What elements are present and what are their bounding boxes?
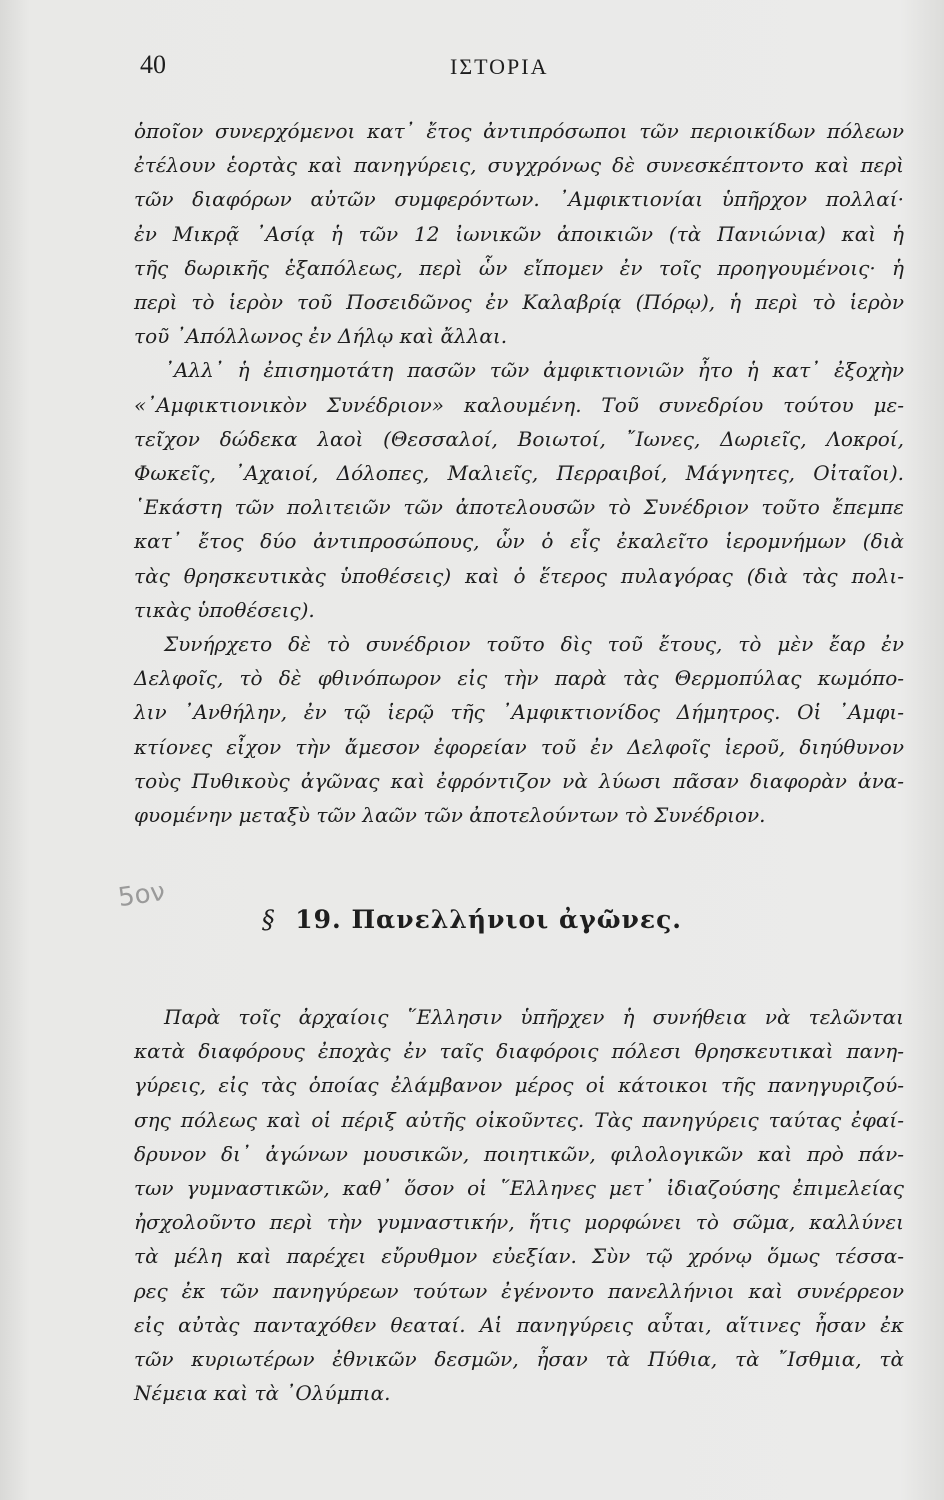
text-line: περὶ τὸ ἱερὸν τοῦ Ποσειδῶνος ἐν Καλαβρίᾳ (Πόρῳ), ἡ περὶ τὸ ἱερὸν <box>134 290 904 315</box>
text-line: Νέμεια καὶ τὰ ᾽Ολύμπια. <box>134 1381 391 1406</box>
text-line: γύρεις, εἰς τὰς ὁποίας ἐλάμβανον μέρος οἱ κάτοικοι τῆς πανηγυριζού- <box>134 1073 904 1098</box>
text-line: ἐτέλουν ἑορτὰς καὶ πανηγύρεις, συγχρόνως δὲ συνεσκέπτοντο καὶ περὶ <box>134 153 904 178</box>
text-line: σης πόλεως καὶ οἱ πέριξ αὐτῆς οἰκοῦντες. Τὰς πανηγύρεις ταύτας ἐφαί- <box>134 1107 904 1132</box>
handwritten-margin-note: 5ον <box>116 876 167 914</box>
text-line: Δελφοῖς, τὸ δὲ φθινόπωρον εἰς τὴν παρὰ τὰς Θερμοπύλας κωμόπο- <box>134 666 904 691</box>
text-line: τεῖχον δώδεκα λαοὶ (Θεσσαλοί, Βοιωτοί, ῎Ιωνες, Δωριεῖς, Λοκροί, <box>134 426 904 451</box>
text-line: φυομένην μεταξὺ τῶν λαῶν τῶν ἀποτελούντων τὸ Συνέδριον. <box>134 803 766 828</box>
text-line: τοὺς Πυθικοὺς ἀγῶνας καὶ ἐφρόντιζον νὰ λύωσι πᾶσαν διαφορὰν ἀνα- <box>134 768 904 793</box>
text-line: Συνήρχετο δὲ τὸ συνέδριον τοῦτο δὶς τοῦ ἔτους, τὸ μὲν ἔαρ ἐν <box>164 632 904 657</box>
text-line: δρυνον δι᾽ ἀγώνων μουσικῶν, ποιητικῶν, φιλολογικῶν καὶ πρὸ πάν- <box>134 1141 904 1166</box>
text-line: ἠσχολοῦντο περὶ τὴν γυμναστικήν, ἥτις μορφώνει τὸ σῶμα, καλλύνει <box>134 1210 904 1235</box>
page-number: 40 <box>140 50 166 79</box>
text-line: Παρὰ τοῖς ἀρχαίοις ῞Ελλησιν ὑπῆρχεν ἡ συνήθεια νὰ τελῶνται <box>164 1005 904 1029</box>
text-line: ἐν Μικρᾷ ᾽Ασίᾳ ἡ τῶν 12 ἰωνικῶν ἀποικιῶν (τὰ Πανιώνια) καὶ ἡ <box>134 221 904 246</box>
text-line: «᾽Αμφικτιονικὸν Συνέδριον» καλουμένη. Τοῦ συνεδρίου τούτου με- <box>134 392 904 417</box>
text-line: τῆς δωρικῆς ἑξαπόλεως, περὶ ὧν εἴπομεν ἐν τοῖς προηγουμένοις· ἡ <box>134 255 904 280</box>
text-line: τῶν κυριωτέρων ἐθνικῶν δεσμῶν, ἦσαν τὰ Πύθια, τὰ ῎Ισθμια, τὰ <box>134 1347 904 1372</box>
text-line: Φωκεῖς, ᾽Αχαιοί, Δόλοπες, Μαλιεῖς, Περραιβοί, Μάγνητες, Οἰταῖοι). <box>134 461 904 486</box>
text-line: τικὰς ὑποθέσεις). <box>134 597 315 622</box>
text-line: κτίονες εἶχον τὴν ἄμεσον ἐφορείαν τοῦ ἐν Δελφοῖς ἱεροῦ, διηύθυνον <box>134 734 904 759</box>
section-title: Πανελλήνιοι ἀγῶνες. <box>351 905 682 934</box>
text-line: ῾Εκάστη τῶν πολιτειῶν τῶν ἀποτελουσῶν τὸ Συνέδριον τοῦτο ἔπεμπε <box>134 495 904 520</box>
text-line: ᾽Αλλ᾽ ἡ ἐπισημοτάτη πασῶν τῶν ἀμφικτιονιῶν ἦτο ἡ κατ᾽ ἐξοχὴν <box>164 358 904 383</box>
running-head <box>140 50 900 90</box>
text-line: τοῦ ᾽Απόλλωνος ἐν Δήλῳ καὶ ἄλλαι. <box>134 324 508 349</box>
text-line: των γυμναστικῶν, καθ᾽ ὅσον οἱ ῞Ελληνες μετ᾽ ἰδιαζούσης ἐπιμελείας <box>134 1176 904 1201</box>
paragraph-block-amphictyony <box>134 114 904 832</box>
text-line: κατὰ διαφόρους ἐποχὰς ἐν ταῖς διαφόροις πόλεσι θρησκευτικαὶ πανη- <box>134 1039 904 1064</box>
text-line: κατ᾽ ἔτος δύο ἀντιπροσώπους, ὧν ὁ εἷς ἐκαλεῖτο ἱερομνήμων (διὰ <box>134 529 904 554</box>
text-line: ὁποῖον συνερχόμενοι κατ᾽ ἔτος ἀντιπρόσωποι τῶν περιοικίδων πόλεων <box>134 119 904 143</box>
paragraph-block-panhellenic-games <box>134 1000 904 1410</box>
section-heading <box>0 905 944 934</box>
text-line: λιν ᾽Ανθήλην, ἐν τῷ ἱερῷ τῆς ᾽Αμφικτιονίδος Δήμητρος. Οἱ ᾽Αμφι- <box>134 700 904 725</box>
section-symbol: § <box>262 905 276 934</box>
text-line: τῶν διαφόρων αὐτῶν συμφερόντων. ᾽Αμφικτιονίαι ὑπῆρχον πολλαί· <box>134 187 904 212</box>
text-line: ρες ἐκ τῶν πανηγύρεων τούτων ἐγένοντο πανελλήνιοι καὶ συνέρρεον <box>134 1278 904 1303</box>
text-line: τὰ μέλη καὶ παρέχει εὔρυθμον εὐεξίαν. Σὺν τῷ χρόνῳ ὅμως τέσσα- <box>134 1244 904 1269</box>
running-title: ΙΣΤΟΡΙΑ <box>450 54 549 79</box>
text-line: εἰς αὐτὰς πανταχόθεν θεαταί. Αἱ πανηγύρεις αὗται, αἵτινες ἦσαν ἐκ <box>134 1312 904 1337</box>
text-line: τὰς θρησκευτικὰς ὑποθέσεις) καὶ ὁ ἕτερος πυλαγόρας (διὰ τὰς πολι- <box>134 563 904 588</box>
section-number: 19. <box>295 905 342 934</box>
